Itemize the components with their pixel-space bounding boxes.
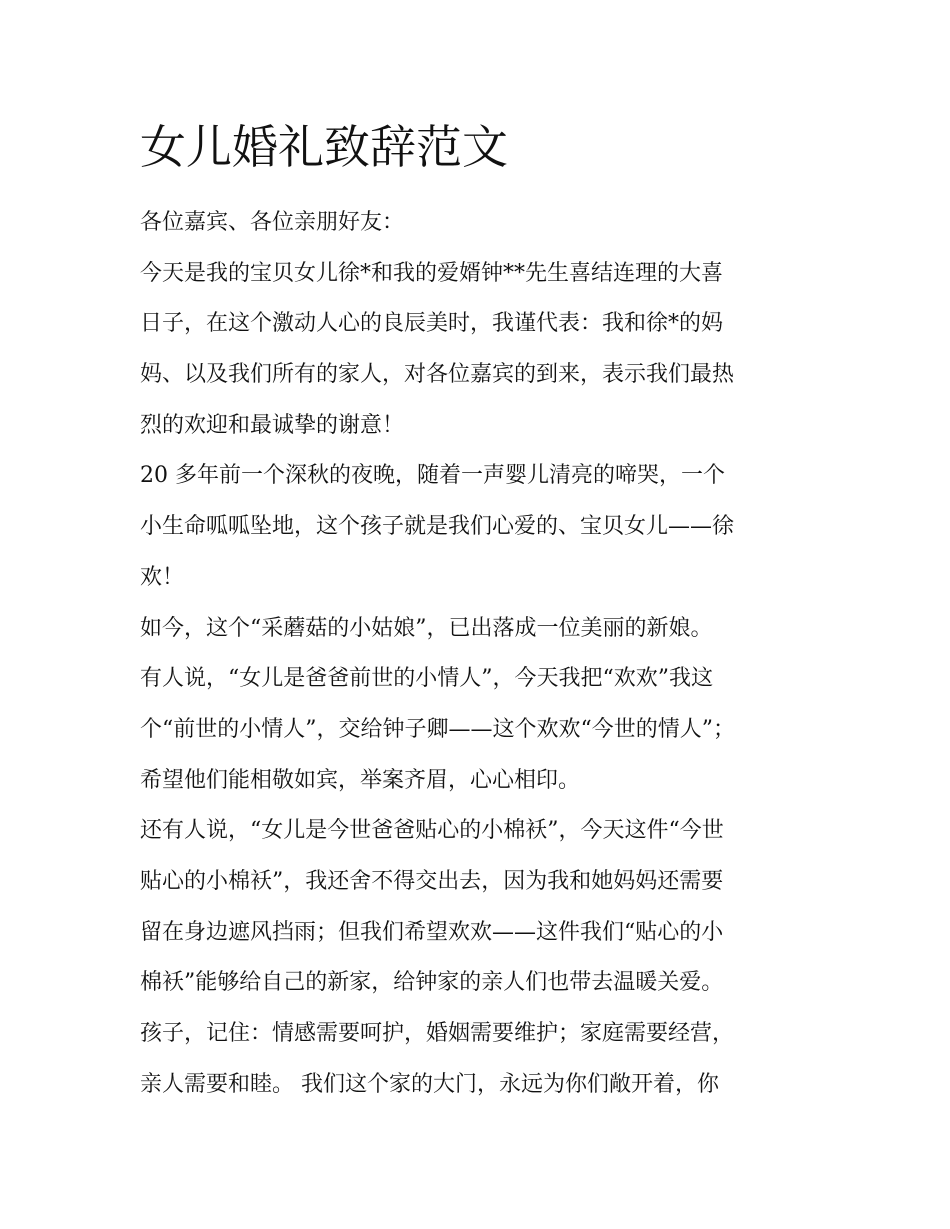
paragraph-lover	[140, 654, 812, 806]
text-line: 烈的欢迎和最诚挚的谢意！	[140, 412, 405, 438]
text-line: 日子，在这个激动人心的良辰美时，我谨代表：我和徐*的妈	[140, 311, 724, 337]
text-line: 个“前世的小情人”，交给钟子卿——这个欢欢“今世的情人”；	[140, 716, 735, 742]
paragraph-advice	[140, 1009, 812, 1110]
paragraph-bride	[140, 604, 812, 655]
text-line: 亲人需要和睦。 我们这个家的大门，永远为你们敞开着，你	[140, 1071, 719, 1097]
text-line: 今天是我的宝贝女儿徐*和我的爱婿钟**先生喜结连理的大喜	[140, 260, 724, 286]
text-line: 如今，这个“采蘑菇的小姑娘”，已出落成一位美丽的新娘。	[140, 615, 713, 641]
text-line: 留在身边遮风挡雨；但我们希望欢欢——这件我们“贴心的小	[140, 919, 724, 945]
document-title: 女儿婚礼致辞范文	[140, 120, 508, 174]
text-line: 希望他们能相敬如宾，举案齐眉，心心相印。	[140, 767, 581, 793]
paragraph-jacket	[140, 806, 812, 1009]
text-line: 妈、以及我们所有的家人，对各位嘉宾的到来，表示我们最热	[140, 362, 735, 388]
text-line: 贴心的小棉袄”，我还舍不得交出去，因为我和她妈妈还需要	[140, 868, 724, 894]
paragraph-welcome	[140, 249, 812, 452]
text-line: 各位嘉宾、各位亲朋好友：	[140, 210, 405, 235]
text-line: 小生命呱呱坠地，这个孩子就是我们心爱的、宝贝女儿——徐	[140, 514, 735, 540]
text-line: 还有人说，“女儿是今世爸爸贴心的小棉袄”，今天这件“今世	[140, 818, 724, 844]
document-body	[140, 198, 812, 1110]
text-line: 有人说，“女儿是爸爸前世的小情人”，今天我把“欢欢”我这	[140, 666, 713, 692]
text-line: 棉袄”能够给自己的新家，给钟家的亲人们也带去温暖关爱。	[140, 970, 724, 996]
text-line: 孩子，记住：情感需要呵护，婚姻需要维护；家庭需要经营，	[140, 1021, 735, 1046]
text-line: 欢！	[140, 564, 185, 590]
paragraph-greeting	[140, 198, 812, 249]
paragraph-birth	[140, 451, 812, 603]
text-line: 20 多年前一个深秋的夜晚，随着一声婴儿清亮的啼哭，一个	[140, 463, 725, 489]
